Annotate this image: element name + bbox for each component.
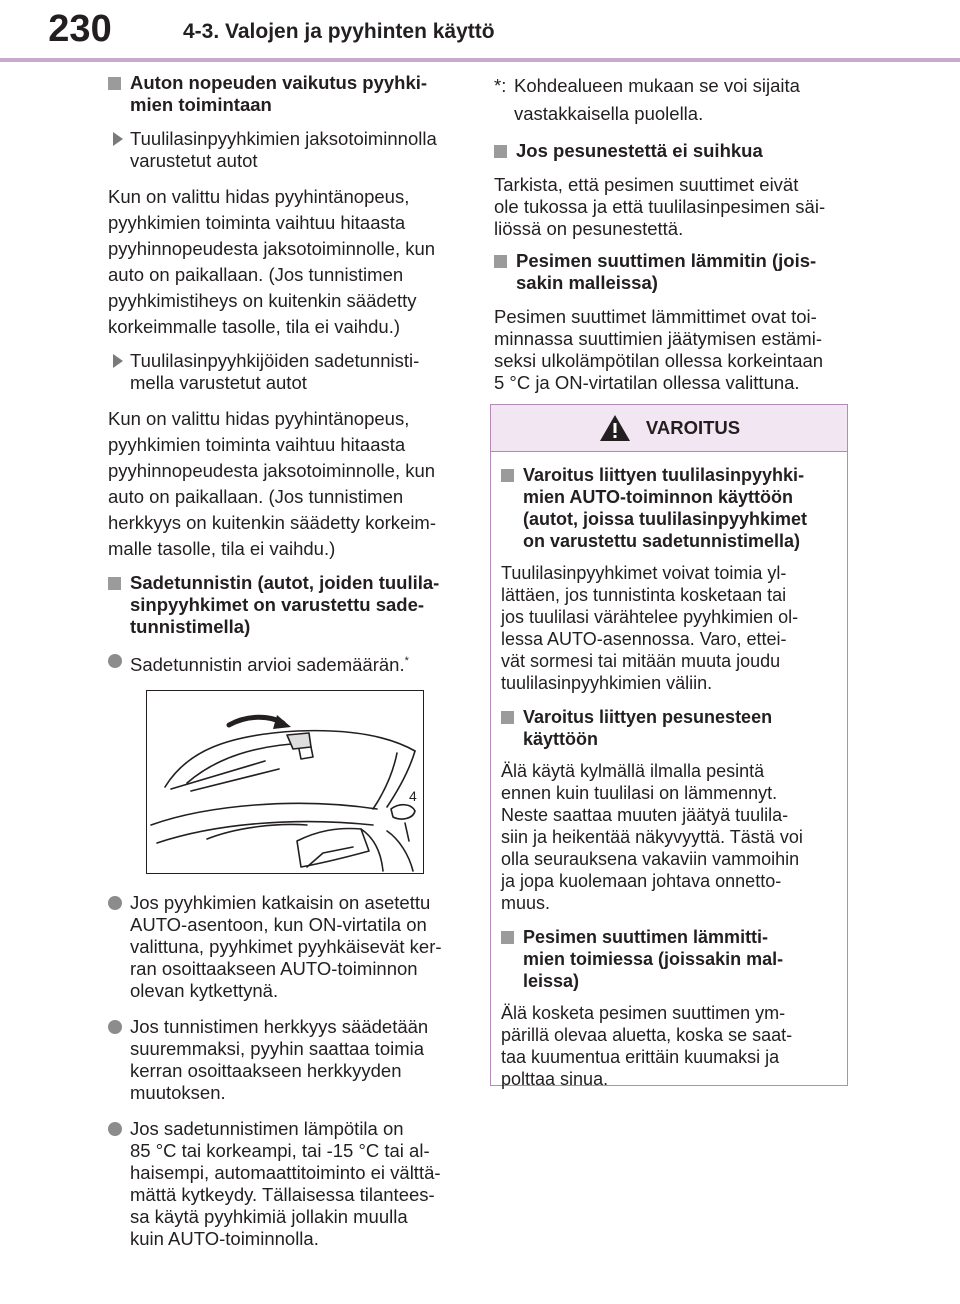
car-windshield-illustration xyxy=(147,691,423,873)
paragraph-no-washer-fluid: Tarkista, että pesimen suuttimet eivät ole tukossa ja että tuulilasinpesimen säi- liössä on pesunestettä. xyxy=(494,174,826,239)
warning-heading-washer: Varoitus liittyen pesunesteen käyttöön xyxy=(501,706,837,750)
square-bullet-icon xyxy=(108,577,121,590)
warning-paragraph-auto: Tuulilasinpyyhkimet voivat toimia yl- lättäen, jos tunnistinta kosketaan tai jos tuulilasi värähtelee pyyhkimien ol- lessa AUTO-asennossa. Varo, ettei- vät sormesi tai mitään muuta joudu tuulilasinpyyhkimien väliin. xyxy=(501,563,799,693)
round-bullet-icon xyxy=(108,896,122,910)
arrow-bullet-icon xyxy=(113,132,123,146)
rain-sensor-illustration xyxy=(146,690,424,874)
warning-paragraph-heater: Älä kosketa pesimen suuttimen ym- pärillä olevaa aluetta, koska se saat- taa kuumentua erittäin kuumaksi ja polttaa sinua. xyxy=(501,1003,793,1089)
page-number: 230 xyxy=(48,7,112,50)
paragraph-nozzle-heater: Pesimen suuttimet lämmittimet ovat toi- minnassa suuttimien jäätymisen estämi- seksi ulkolämpötilan ollessa korkeintaan 5 °C ja ON-virtatilan ollessa valittuna. xyxy=(494,306,824,393)
round-bullet-icon xyxy=(108,654,122,668)
warning-heading-auto: Varoitus liittyen tuulilasinpyyhki- mien AUTO-toiminnon käyttöön (autot, joissa tuulilasinpyyhkimet on varustettu sadetunnistimella) xyxy=(501,464,837,552)
bullet-auto-mode: Jos pyyhkimien katkaisin on asetettu AUTO-asentoon, kun ON-virtatila on valittuna, pyyhkimet pyyhkäisevät ker- ran osoittaakseen AUTO-toiminnon olevan kytkettynä. xyxy=(108,892,466,1002)
right-column xyxy=(494,72,852,404)
square-bullet-icon xyxy=(501,469,514,482)
bullet-rain-estimate: Sadetunnistin arvioi sademäärän.* xyxy=(108,650,466,676)
paragraph-rain-sensor-wipers: Kun on valittu hidas pyyhintänopeus, pyyhkimien toiminta vaihtuu hitaasta pyyhinnopeudesta jaksotoiminnolle, kun auto on paikallaan. (Jos tunnistimen herkkyys on kuitenkin säädetty korkeim- malle tasolle, tila ei vaihdu.) xyxy=(108,408,436,559)
bullet-sensitivity: Jos tunnistimen herkkyys säädetään suuremmaksi, pyyhin saattaa toimia kerran osoittaakseen herkkyyden muutoksen. xyxy=(108,1016,466,1104)
heading-speed-effect: Auton nopeuden vaikutus pyyhki- mien toimintaan xyxy=(108,72,466,116)
square-bullet-icon xyxy=(501,711,514,724)
square-bullet-icon xyxy=(108,77,121,90)
warning-body xyxy=(491,452,847,1090)
square-bullet-icon xyxy=(501,931,514,944)
warning-header xyxy=(491,405,847,452)
page-header xyxy=(0,0,960,62)
section-title: 4-3. Valojen ja pyyhinten käyttö xyxy=(183,20,495,43)
footnote: *: Kohdealueen mukaan se voi sijaita vastakkaisella puolella. xyxy=(494,72,852,128)
warning-title: VAROITUS xyxy=(645,417,741,438)
bullet-temperature: Jos sadetunnistimen lämpötila on 85 °C tai korkeampi, tai -15 °C tai al- haisempi, automaattitoiminto ei välttä- mättä kytkeydy. Tällaisessa tilantees- sa käytä pyyhkimiä jollakin muulla kuin AUTO-toiminnolla. xyxy=(108,1118,466,1250)
subheading-interval-wipers: Tuulilasinpyyhkimien jaksotoiminnolla varustetut autot xyxy=(108,128,466,172)
arrow-bullet-icon xyxy=(113,354,123,368)
subheading-rain-sensor-wipers: Tuulilasinpyyhkijöiden sadetunnisti- mella varustetut autot xyxy=(108,350,466,394)
heading-nozzle-heater: Pesimen suuttimen lämmitin (jois- sakin malleissa) xyxy=(494,250,852,294)
warning-box xyxy=(490,404,848,1089)
left-column xyxy=(108,72,466,1264)
heading-rain-sensor: Sadetunnistin (autot, joiden tuulila- sinpyyhkimet on varustettu sade- tunnistimella) xyxy=(108,572,466,638)
square-bullet-icon xyxy=(494,255,507,268)
round-bullet-icon xyxy=(108,1122,122,1136)
header-divider xyxy=(0,58,960,62)
footnote-mark: *: xyxy=(494,75,507,96)
warning-paragraph-washer: Älä käytä kylmällä ilmalla pesintä ennen kuin tuulilasi on lämmennyt. Neste saattaa muuten jäätyä tuulila- siin ja heikentää näkyvyyttä. Tästä voi olla seurauksena vakaviin vammoihin ja jopa kuolemaan johtava onnetto- muus. xyxy=(501,761,803,913)
footnote-mark: * xyxy=(404,655,409,667)
svg-text:4: 4 xyxy=(409,788,417,805)
paragraph-interval-wipers: Kun on valittu hidas pyyhintänopeus, pyyhkimien toiminta vaihtuu hitaasta pyyhinnopeudesta jaksotoiminnolle, kun auto on paikallaan. (Jos tunnistimen pyyhkimistiheys on kuitenkin säädetty korkeimmalle tasolle, tila ei vaihdu.) xyxy=(108,186,436,337)
round-bullet-icon xyxy=(108,1020,122,1034)
heading-no-washer-fluid: Jos pesunestettä ei suihkua xyxy=(494,140,852,162)
square-bullet-icon xyxy=(494,145,507,158)
warning-triangle-icon xyxy=(598,413,632,443)
warning-heading-heater: Pesimen suuttimen lämmitti- mien toimiessa (joissakin mal- leissa) xyxy=(501,926,837,992)
